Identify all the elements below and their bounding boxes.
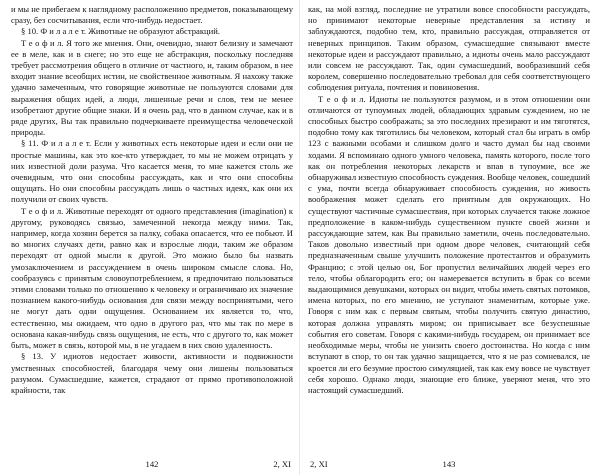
running-ref: 2, XI bbox=[310, 459, 328, 469]
left-page bbox=[11, 4, 293, 474]
right-page bbox=[308, 4, 590, 474]
paragraph: § 13. У идиотов недостает живости, активности и подвижности умственных способностей, благодаря чему они лишены пользоваться разумом. Сумасшедшие, кажется, страдают от прямо противоположной крайности, так bbox=[11, 351, 293, 395]
page-number: 142 bbox=[145, 459, 159, 469]
paragraph: Т е о ф и л. Я того же мнения. Они, очевидно, знают белизну и замечают ее в меле, как и в снеге; но это еще не абстракция, поскольку последняя требует рассмотрения общего в отличие от частного, и, таким образом, в нее входит знание всеобщих истин, не свойственное животным. Я нахожу также удачно замеченным, что говорящие животные не пользуются словами для выражения общих идей, а люди, лишенные речи и слов, тем не менее изобретают другие общие знаки. И я очень рад, что в данном случае, как и в ряде других, Вы так правильно подчеркиваете преимущества человеческой природы. bbox=[11, 37, 293, 138]
page-gutter bbox=[299, 0, 300, 475]
paragraph: как, на мой взгляд, последние не утратили вовсе способности рассуждать, но принимают некоторые неверные представления за истину и заблуждаются, подобно тем, кто, правильно рассуждая, отправляется от неверных принципов. Таким образом, сумасшедшие связывают вместе некоторые идеи и рассуждают правильно, а идиоты очень мало рассуждают или совсем не рассуждают. Так, один сумасшедший, вообразивший себя королем, совершенно последовательно требовал для себя соответствующего соблюдения ритуала, почтения и повиновения. bbox=[308, 4, 590, 93]
running-ref: 2, XI bbox=[273, 459, 291, 469]
right-page-footer bbox=[308, 458, 590, 470]
right-page-text bbox=[308, 4, 590, 396]
left-page-text bbox=[11, 4, 293, 396]
paragraph: § 11. Ф и л а л е т. Если у животных есть некоторые идеи и если они не простые машины, как это кое-кто утверждает, то мы не можем отрицать у них известной доли разума. Что касается меня, то мне кажется столь же очевидным, что они способны рассуждать, как и что они способны ощущать. Но они способны рассуждать лишь о частных идеях, как они их получили от своих чувств. bbox=[11, 138, 293, 205]
paragraph: § 10. Ф и л а л е т. Животные не образуют абстракций. bbox=[21, 26, 220, 37]
page-number: 143 bbox=[442, 459, 456, 469]
left-page-footer bbox=[11, 458, 293, 470]
paragraph: Т е о ф и л. Идиоты не пользуются разумом, и в этом отношении они отличаются от тупоумных людей, обладающих здравым суждением, но не способных быстро соображать; за это последних презирают и им тяготятся, подобно тому как тяготились бы человеком, который стал бы играть в омбр 123 с важными особами и слишком долго и часто думал бы над своими ходами. Я вспоминаю одного умного человека, память которого, после того как он потребления некоторых лекарств и впав в тупоумие, все же обнаруживал известную способность суждения. Вообще человек, сошедший с ума, почти всегда обнаруживает способность суждения, но живость воображения может сделать его приятным для окружающих. Но существуют частичные сумасшествия, при которых случается также ложное предположение в каком-нибудь существенном пункте своей жизни и рассуждающие затем, как Вы правильно заметили, очень последовательно. Таков довольно известный при одном дворе человек, считающий себя предназначенным свыше улучшить положение протестантов и образумить Францию; с этой целью он, Бог пропустил величайших людей через его тело, чтобы облагородить его; он намеревается вступить в брак со всеми выдающимися девушками, которых он видит, чтобы иметь святых потомков, имена которых, по его мнению, не уступают знаменитым, которые уже. Говоря с ним как с первым святым, чтобы получить святую династию, которая должна управлять миром; он приписывает все безуспешные события его советам. Говоря с какими-нибудь государем, он принимает все необходимые меры, чтобы не унизить своего достоинства. Но когда с ним вступают в спор, то он так удачно защищается, что я не раз сомневался, не кроется ли его безумие простою симуляцией, так как ему вовсе не чувствует себя хорошо. Однако люди, знающие его ближе, уверяют меня, что это настоящий сумасшедший. bbox=[308, 93, 590, 395]
paragraph: Т е о ф и л. Животные переходят от одного представления (imagination) к другому, руководясь связью, замеченной некогда между ними. Так, например, когда хозяин берется за палку, собака опасается, что ее побьют. И во многих случаях дети, равно как и взрослые люди, таким же образом переходят от одной мысли к другой. Это можно было бы назвать умозаключением и рассуждением в очень широком смысле слова. Но, сообразуясь с принятым словоупотреблением, я предпочитаю пользоваться этими словами только по отношению к человеку и ограничиваю их значение познанием какого-нибудь основания для связи между воспринятыми, чего не могут дать одни ощущения. Основанием их является то, что, естественно, мы ожидаем, что одно в другого раз, что мы так по мере в основана какая-нибудь связь ощущения, не есть, что с другого то, как может быть, может в связь, которой мы, в не угадаем в них свою удаленность. bbox=[11, 205, 293, 351]
paragraph: и мы не прибегаем к наглядному расположению предметов, показывающему сразу, без сосчитывания, если что-нибудь недостает. bbox=[11, 4, 293, 26]
